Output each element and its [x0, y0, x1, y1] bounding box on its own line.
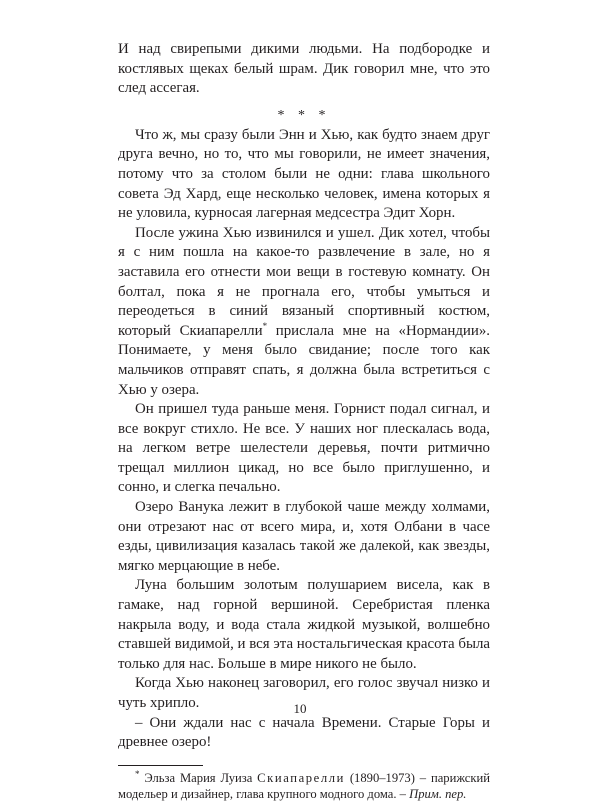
footnote: [118, 770, 490, 803]
paragraph: Озеро Ванука лежит в глубокой чаше между холмами, они отрезают нас от всего мира, и, хотя Олбани в часе езды, цивилизация казалась такой же далекой, как звезды, мягко мерцающие в небе.: [118, 499, 490, 574]
paragraph: Луна большим золотым полушарием висела, как в гамаке, над горной вершиной. Серебристая пленка накрыла воду, и вода стала жидкой музыкой, волшебно ставшей видимой, и вся эта ностальгическая красота была только для нас. Больше в мире никого не было.: [118, 577, 490, 672]
body-text: [118, 40, 490, 803]
footnote-text: (1890–1973) – парижский модельер и дизайнер, глава крупного модного дома. –: [118, 770, 490, 802]
footnote-name-start: Эльза Мария Луиза: [144, 770, 258, 785]
paragraph-text-before: После ужина Хью извинился и ушел. Дик хотел, чтобы я с ним пошла на какое-то развлечение в зале, но я заставила его отнести мои вещи в гостевую комнату. Он болтал, пока я не прогнала его, чтобы умыться и переодеться в синий вязаный спортивный костюм, который Скиапарелли: [118, 224, 490, 339]
paragraph-with-footnote-ref: [118, 224, 490, 400]
paragraph: Он пришел туда раньше меня. Горнист подал сигнал, и все вокруг стихло. Не все. У наших ног плескалась вода, на легком ветре шелестели деревья, почти ритмично трещал миллион цикад, но все было приглушенно, и сонно, и слегка печально.: [118, 401, 490, 496]
paragraph: Когда Хью наконец заговорил, его голос звучал низко и чуть хрипло.: [118, 675, 490, 711]
paragraph-text-after: прислала мне на «Нормандии». Понимаете, у меня было свидание; после того как мальчиков отправят спать, я должна была встретиться с Хью у озера.: [118, 322, 490, 398]
footnote-reference-mark: *: [262, 320, 268, 331]
footnote-divider: [118, 765, 203, 766]
footnote-translator-note: Прим. пер.: [409, 787, 467, 802]
page-number: 10: [293, 701, 307, 716]
footnote-mark: *: [135, 768, 140, 779]
paragraph-continued: И над свирепыми дикими людьми. На подбородке и костлявых щеках белый шрам. Дик говорил мне, что это след ассегая.: [118, 41, 490, 97]
dialogue-line: – Они ждали нас с начала Времени. Старые Горы и древнее озеро!: [118, 714, 490, 751]
footnote-name-spaced: Скиапарелли: [257, 770, 345, 785]
paragraph: Что ж, мы сразу были Энн и Хью, как будто знаем друг друга вечно, но то, что мы говорили, не имеет значения, потому что за столом были не одни: глава школьного совета Эд Хард, еще несколько человек, имена которых я не уловила, курносая лагерная медсестра Эдит Хорн.: [118, 126, 490, 222]
section-separator: * * *: [277, 107, 331, 123]
